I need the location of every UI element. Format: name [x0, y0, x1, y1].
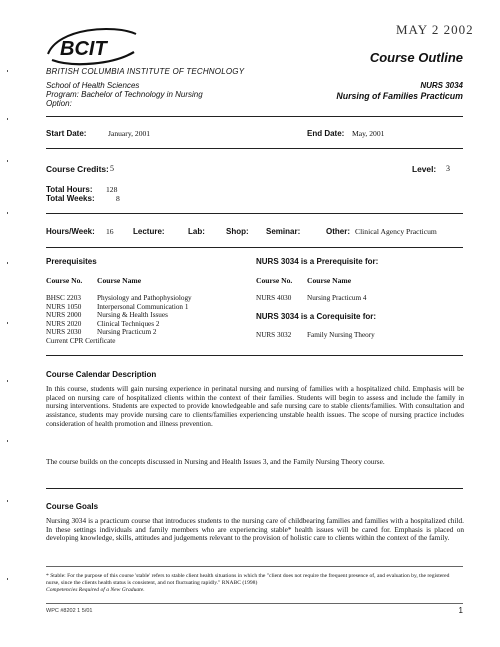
prereq-row-name: Physiology and Pathophysiology: [97, 294, 192, 302]
coreq-for-heading: NURS 3034 is a Corequisite for:: [256, 312, 377, 321]
margin-mark: [7, 70, 8, 72]
margin-mark: [7, 380, 8, 382]
lecture-label: Lecture:: [133, 227, 165, 236]
institute-name: BRITISH COLUMBIA INSTITUTE OF TECHNOLOGY: [46, 67, 245, 76]
margin-mark: [7, 212, 8, 214]
footer-doc-id: WPC #8202 1 5/01: [46, 608, 93, 614]
margin-mark: [7, 440, 8, 442]
document-type: Course Outline: [369, 50, 463, 65]
divider: [46, 247, 463, 248]
coreq-for-row-no: NURS 3032: [256, 331, 292, 339]
total-weeks-label: Total Weeks:: [46, 194, 95, 203]
goals-heading: Course Goals: [46, 502, 99, 511]
prereq-for-row-name: Nursing Practicum 4: [307, 294, 367, 302]
total-hours-label: Total Hours:: [46, 185, 93, 194]
logo-text: BCIT: [60, 38, 107, 60]
prereq-extra: Current CPR Certificate: [46, 336, 116, 345]
margin-mark: [7, 578, 8, 580]
total-weeks-value: 8: [116, 194, 120, 203]
margin-mark: [7, 118, 8, 120]
prereq-row-name: Interpersonal Communication 1: [97, 302, 189, 311]
prereq-for-col-no: Course No.: [256, 276, 293, 285]
footnote-text: * Stable: For the purpose of this course 'stable' refers to stable client health situations in which the "client does not require the frequent presence of, and evaluation by, the registered nurse, since the clients health status is consistent, and not fluctuating rapidly." RNABC (1998): [46, 573, 450, 586]
margin-mark: [7, 322, 8, 324]
start-date-label: Start Date:: [46, 129, 87, 138]
prereq-row-no: NURS 1050: [46, 302, 82, 311]
coreq-for-row-name: Family Nursing Theory: [307, 331, 375, 339]
calendar-heading: Course Calendar Description: [46, 370, 157, 379]
divider: [46, 213, 463, 214]
credits-label: Course Credits:: [46, 164, 109, 174]
prereq-for-col-name: Course Name: [307, 276, 352, 285]
footnote-source: Competencies Required of a New Graduate.: [46, 587, 145, 593]
prereq-row-no: NURS 2030: [46, 328, 82, 336]
prereq-col-no: Course No.: [46, 276, 83, 285]
prereq-for-row-no: NURS 4030: [256, 294, 292, 302]
calendar-paragraph: In this course, students will gain nursing experience in perinatal nursing and nursing of families with a hospitalized child. Emphasis will be placed on nursing care of hospitalized clients within the context of their families. Students will begin to assess and include the family in nursing interventions. Students are expected to provide knowledgeable and safe nursing care to stable clients/families. With consultation and assistance, students may provide nursing care to clients/families experiencing unstable health issues. The scope of nursing practice includes consideration of health promotion and illness prevention.: [46, 384, 464, 428]
other-label: Other:: [326, 227, 350, 236]
end-date-value: May, 2001: [352, 129, 385, 138]
start-date-value: January, 2001: [108, 129, 151, 138]
divider: [46, 566, 463, 567]
bcit-logo-icon: [44, 24, 140, 68]
bcit-logo: [44, 24, 140, 68]
prereq-row-no: NURS 2020: [46, 319, 82, 328]
goals-paragraph: Nursing 3034 is a practicum course that introduces students to the nursing care of childbearing families and families with a hospitalized child. In these settings individuals and family members who are experiencing stable* health issues will be cared for. Emphasis is placed on developing knowledge, skills, attitudes and judgements relevant to the provision of holistic care to clients within the context of the family.: [46, 516, 464, 543]
received-stamp: MAY 2 2002: [396, 22, 474, 37]
course-code: NURS 3034: [420, 81, 463, 90]
prereq-row-no: BHSC 2203: [46, 294, 81, 302]
course-title: Nursing of Families Practicum: [336, 91, 463, 101]
divider: [46, 488, 463, 489]
divider: [46, 116, 463, 117]
page-number: 1: [458, 606, 463, 615]
hours-week-value: 16: [106, 227, 114, 236]
prereq-row-name: Nursing Practicum 2: [97, 328, 157, 336]
lab-label: Lab:: [188, 227, 205, 236]
prereq-row-name: Clinical Techniques 2: [97, 319, 160, 328]
shop-label: Shop:: [226, 227, 249, 236]
seminar-label: Seminar:: [266, 227, 301, 236]
calendar-paragraph-2: The course builds on the concepts discussed in Nursing and Health Issues 3, and the Family Nursing Theory course.: [46, 457, 385, 466]
prereq-row-name: Nursing & Health Issues: [97, 311, 168, 319]
end-date-label: End Date:: [307, 129, 345, 138]
divider: [46, 355, 463, 356]
divider: [46, 603, 463, 604]
prerequisites-heading: Prerequisites: [46, 257, 97, 266]
hours-week-label: Hours/Week:: [46, 227, 95, 236]
total-hours-value: 128: [106, 185, 118, 194]
other-value: Clinical Agency Practicum: [355, 227, 437, 236]
prereq-col-name: Course Name: [97, 276, 142, 285]
divider: [46, 148, 463, 149]
school-name: School of Health Sciences: [46, 81, 140, 90]
prereq-row-no: NURS 2000: [46, 311, 82, 319]
program-option: Option:: [46, 99, 72, 108]
credits-value: 5: [110, 164, 114, 173]
level-label: Level:: [412, 164, 437, 174]
prereq-for-heading: NURS 3034 is a Prerequisite for:: [256, 257, 379, 266]
program-name: Program: Bachelor of Technology in Nursing: [46, 90, 203, 99]
margin-mark: [7, 262, 8, 264]
margin-mark: [7, 500, 8, 502]
level-value: 3: [446, 164, 450, 173]
margin-mark: [7, 160, 8, 162]
